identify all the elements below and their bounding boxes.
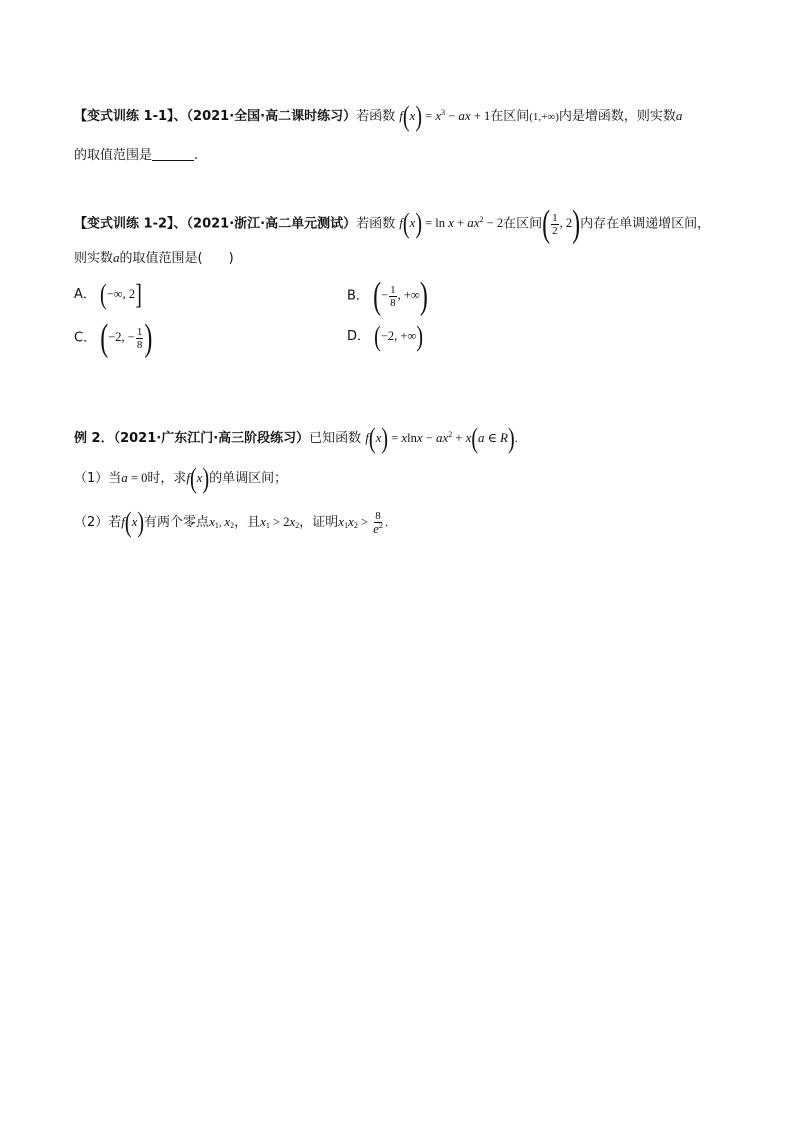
example-2-part-1: （1）当a = 0时，求f(x)的单调区间；: [74, 463, 288, 495]
question-1-1-tag: 【变式训练 1-1】: [74, 109, 174, 124]
question-1-2-line-2: 则实数a的取值范围是( ): [74, 250, 234, 266]
part-2-zeros: $x_1$, $x_2$: [209, 513, 235, 530]
question-1-2-function: $f(x) = \ln x + ax^2 - 2$: [399, 208, 504, 241]
option-b[interactable]: B． (− $\frac{1}{8}$ , +∞): [347, 276, 428, 319]
option-a[interactable]: A． (−∞, 2]: [74, 279, 142, 311]
question-1-1-source: （2021·全国·高二课时练习）: [186, 109, 357, 124]
question-1-2-interval: ( $\frac{1}{2}$ , 2): [542, 204, 581, 247]
option-d-value: (−2, +∞): [374, 321, 424, 353]
option-d[interactable]: D． (−2, +∞): [347, 321, 424, 353]
example-2-title: 例 2．: [74, 431, 114, 446]
example-2-source: （2021·广东江门·高三阶段练习）: [113, 431, 310, 446]
example-2-part-2: （2）若f(x)有两个零点$x_1$, $x_2$，且$x_1 > 2x_2$，证明$x_1x_2$ > $\frac{8}{e^2}$ .: [74, 506, 389, 539]
option-a-value: (−∞, 2]: [100, 279, 142, 311]
part-2-function: f(x): [121, 506, 145, 539]
answer-blank[interactable]: [152, 146, 194, 161]
example-2-function: $f(x) = xlnx - ax^2 + x(a$ ∈ R).: [365, 423, 518, 455]
part-1-condition: a = 0: [121, 470, 148, 485]
question-1-2-source: （2021·浙江·高二单元测试）: [186, 216, 357, 232]
part-2-claim: $x_1x_2$ > $\frac{8}{e^2}$ .: [338, 510, 389, 536]
question-1-1-function: $f(x) = x^3$ − ax + 1: [399, 101, 491, 133]
option-c[interactable]: C． (−2, − $\frac{1}{8}$ ): [74, 318, 153, 361]
option-c-value: (−2, − $\frac{1}{8}$ ): [100, 318, 153, 361]
question-1-2-line-1: 【变式训练 1-2】、（2021·浙江·高二单元测试）若函数 $f(x) = \ln x + ax^2 - 2$在区间( $\frac{1}{2}$ , 2)内存在单调递增区间，: [74, 204, 711, 247]
part-2-condition: $x_1 > 2x_2$: [260, 513, 300, 530]
question-1-1-interval: (1,+∞): [529, 111, 559, 123]
question-1-2-tag: 【变式训练 1-2】: [74, 216, 174, 232]
question-1-1-line-1: 【变式训练 1-1】、（2021·全国·高二课时练习）若函数 $f(x) = x^3$ − ax + 1在区间(1,+∞)内是增函数，则实数a: [74, 101, 683, 133]
question-1-1-line-2: 的取值范围是 .: [74, 148, 199, 163]
option-b-value: (− $\frac{1}{8}$ , +∞): [373, 276, 428, 319]
example-2-line-1: 例 2．（2021·广东江门·高三阶段练习）已知函数 $f(x) = xlnx - ax^2 + x(a$ ∈ R).: [74, 423, 518, 455]
part-1-function: f(x): [186, 463, 210, 495]
